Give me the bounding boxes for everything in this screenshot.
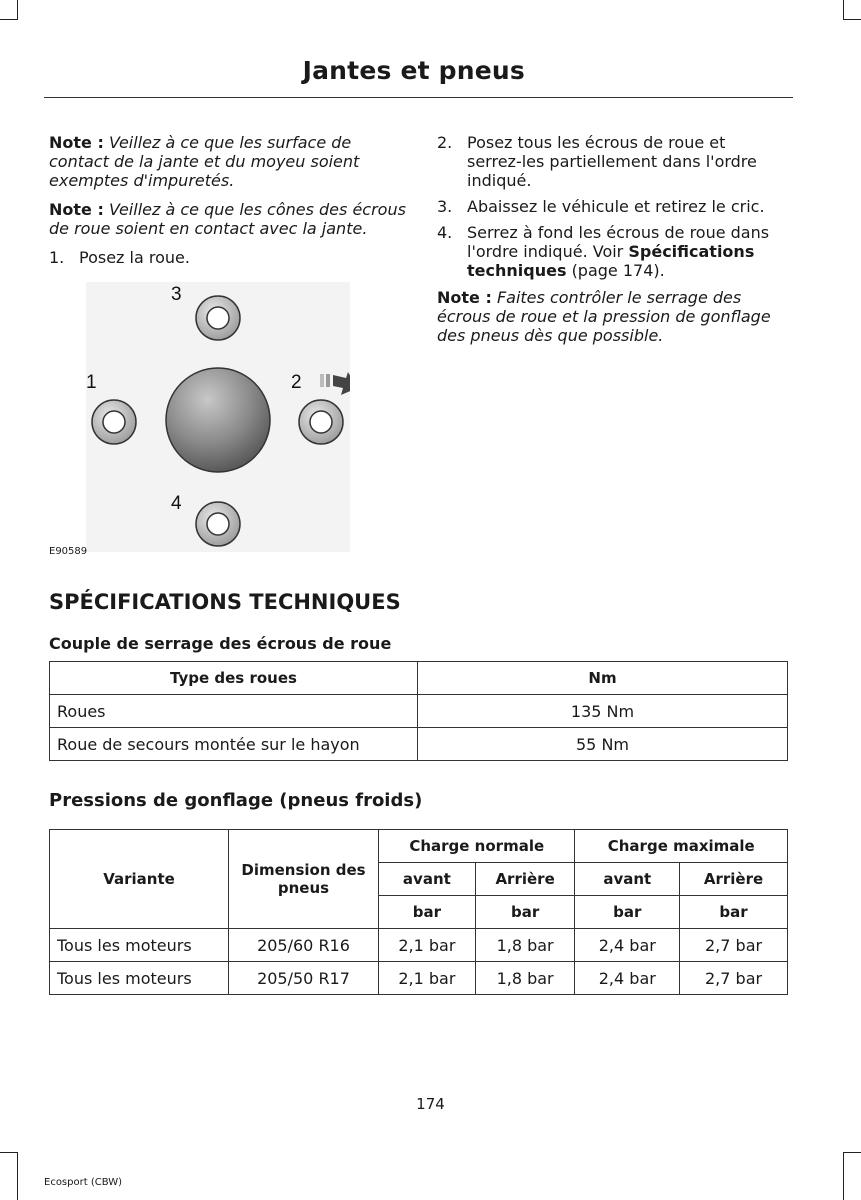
unit-header: bar	[379, 896, 476, 929]
note-label: Note :	[437, 288, 492, 307]
column-header: Arrière	[475, 863, 575, 896]
step-3	[437, 197, 782, 216]
left-column	[49, 133, 409, 274]
unit-header: bar	[575, 896, 680, 929]
header-rule	[44, 97, 793, 98]
note-text: Faites contrôler le serrage des écrous de roue et la pression de gonflage des pneus dès que possible.	[437, 288, 771, 345]
page-title: Jantes et pneus	[302, 56, 525, 85]
table-cell: 135 Nm	[418, 695, 788, 728]
subsection-heading: Pressions de gonflage (pneus froids)	[49, 790, 423, 811]
nut-label: 2	[291, 372, 302, 393]
table-cell: 1,8 bar	[475, 962, 575, 995]
nut-label: 4	[171, 493, 182, 514]
table-cell: 55 Nm	[418, 728, 788, 761]
nut-label: 3	[171, 284, 182, 305]
step-number: 4.	[437, 223, 453, 242]
table-cell: 2,7 bar	[680, 962, 788, 995]
crop-mark	[0, 19, 18, 20]
step-2	[437, 133, 782, 190]
step-content	[467, 223, 782, 280]
right-column	[437, 133, 782, 355]
wheel-nut	[196, 502, 240, 546]
wheel-nut	[92, 400, 136, 444]
column-header: avant	[379, 863, 476, 896]
table-cell: 205/50 R17	[229, 962, 379, 995]
crop-mark	[17, 1152, 18, 1200]
nut-label: 1	[86, 372, 97, 393]
wheel-nut	[299, 400, 343, 444]
column-header: Dimension des pneus	[229, 830, 379, 929]
section-heading: SPÉCIFICATIONS TECHNIQUES	[49, 590, 401, 614]
table-header-row	[50, 830, 788, 863]
wheel-hub	[166, 368, 270, 472]
torque-table	[49, 661, 788, 761]
column-header: Nm	[418, 662, 788, 695]
unit-header: bar	[680, 896, 788, 929]
step-number: 2.	[437, 133, 453, 152]
note-label: Note :	[49, 200, 104, 219]
cross-reference-link[interactable]: Spécifications techniques	[467, 242, 755, 280]
crop-mark	[843, 19, 861, 20]
column-header: Type des roues	[50, 662, 418, 695]
step-1	[49, 248, 409, 267]
crop-mark	[17, 0, 18, 20]
table-cell: Roue de secours montée sur le hayon	[50, 728, 418, 761]
table-cell: 1,8 bar	[475, 929, 575, 962]
footer-model: Ecosport (CBW)	[44, 1177, 122, 1188]
column-header: Variante	[50, 830, 229, 929]
table-row	[50, 728, 788, 761]
crop-mark	[843, 0, 844, 20]
table-cell: 2,7 bar	[680, 929, 788, 962]
crop-mark	[0, 1152, 18, 1153]
table-cell: 2,4 bar	[575, 962, 680, 995]
crop-mark	[843, 1152, 861, 1153]
wheel-nut-diagram	[86, 282, 350, 552]
page-reference: (page 174).	[571, 261, 665, 280]
wheel-nut	[196, 296, 240, 340]
note-3	[437, 288, 782, 345]
pressure-table	[49, 829, 788, 995]
page-number: 174	[416, 1095, 445, 1113]
note-text: Veillez à ce que les surface de contact de la jante et du moyeu soient exemptes d'impuretés.	[49, 133, 360, 190]
step-text: Posez tous les écrous de roue et serrez-les partiellement dans l'ordre indiqué.	[467, 133, 757, 190]
note-label: Note :	[49, 133, 104, 152]
column-header: Charge normale	[379, 830, 575, 863]
note-2	[49, 200, 409, 238]
subsection-heading: Couple de serrage des écrous de roue	[49, 634, 392, 653]
crop-mark	[843, 1152, 844, 1200]
column-header: avant	[575, 863, 680, 896]
column-header: Charge maximale	[575, 830, 788, 863]
step-text: Serrez à fond les écrous de roue dans l'ordre indiqué. Voir	[467, 223, 770, 261]
step-text: Posez la roue.	[79, 248, 190, 267]
table-cell: 2,4 bar	[575, 929, 680, 962]
step-number: 1.	[49, 248, 65, 267]
note-1	[49, 133, 409, 190]
step-text: Abaissez le véhicule et retirez le cric.	[467, 197, 765, 216]
table-cell: Tous les moteurs	[50, 929, 229, 962]
step-number: 3.	[437, 197, 453, 216]
column-header: Arrière	[680, 863, 788, 896]
note-text: Veillez à ce que les cônes des écrous de roue soient en contact avec la jante.	[49, 200, 406, 238]
figure-id: E90589	[49, 546, 88, 557]
table-row	[50, 695, 788, 728]
table-cell: 2,1 bar	[379, 962, 476, 995]
table-row	[50, 929, 788, 962]
step-4	[437, 223, 782, 280]
table-row	[50, 962, 788, 995]
table-header-row	[50, 662, 788, 695]
table-cell: Tous les moteurs	[50, 962, 229, 995]
table-cell: Roues	[50, 695, 418, 728]
table-cell: 2,1 bar	[379, 929, 476, 962]
table-cell: 205/60 R16	[229, 929, 379, 962]
unit-header: bar	[475, 896, 575, 929]
